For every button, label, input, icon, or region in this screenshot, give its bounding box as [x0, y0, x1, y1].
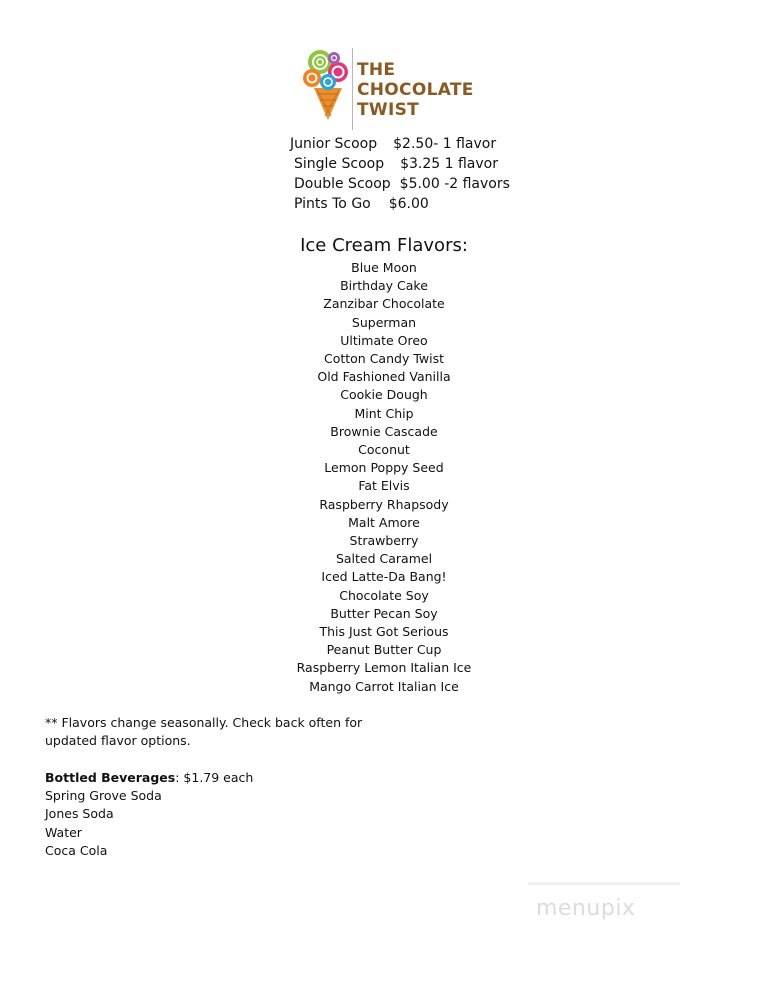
price-item-value: $3.25 1 flavor	[400, 156, 498, 172]
note-line: ** Flavors change seasonally. Check back often for	[45, 715, 363, 730]
beverage-list	[45, 787, 253, 860]
flavor-item: Raspberry Lemon Italian Ice	[296, 660, 472, 676]
flavor-item: Birthday Cake	[340, 278, 428, 294]
flavor-item: Mango Carrot Italian Ice	[309, 678, 459, 694]
brand-logo	[300, 46, 480, 134]
beverage-item: Jones Soda	[45, 806, 114, 822]
flavor-item: Zanzibar Chocolate	[323, 296, 445, 312]
logo-line: TWIST	[357, 100, 420, 120]
flavor-list	[0, 259, 768, 696]
price-row	[294, 194, 510, 214]
menupix-watermark: menupix	[536, 896, 636, 921]
price-item-name: Pints To Go	[294, 196, 371, 212]
flavor-item: Raspberry Rhapsody	[319, 496, 449, 512]
price-row	[294, 154, 510, 174]
price-item-name: Single Scoop	[294, 156, 385, 172]
flavor-item: Cookie Dough	[340, 387, 428, 403]
flavor-item: Iced Latte-Da Bang!	[321, 569, 447, 585]
flavor-item: Strawberry	[349, 533, 419, 549]
flavor-item: Coconut	[358, 442, 410, 458]
flavor-item: Lemon Poppy Seed	[324, 460, 444, 476]
logo-line: THE	[357, 60, 396, 80]
beverage-item: Spring Grove Soda	[45, 788, 162, 804]
flavor-item: Brownie Cascade	[330, 423, 438, 439]
price-item-value: $5.00 -2 flavors	[399, 176, 510, 192]
flavor-item: Malt Amore	[348, 514, 420, 530]
watermark-dots	[528, 880, 680, 888]
flavor-item: Peanut Butter Cup	[326, 642, 442, 658]
price-row	[290, 134, 510, 154]
price-item-value: $6.00	[388, 196, 429, 212]
price-item-name: Junior Scoop	[290, 136, 378, 152]
flavor-item: Superman	[351, 314, 417, 330]
flavor-item: This Just Got Serious	[319, 624, 449, 640]
beverage-item: Water	[45, 824, 82, 840]
seasonal-note	[45, 714, 365, 750]
note-line: updated flavor options.	[45, 733, 191, 749]
flavor-item: Cotton Candy Twist	[323, 351, 444, 367]
flavors-heading: Ice Cream Flavors:	[300, 235, 468, 256]
ice-cream-cone-icon	[300, 46, 352, 126]
logo-line: CHOCOLATE	[357, 80, 474, 100]
flavor-item: Butter Pecan Soy	[330, 605, 438, 621]
price-item-value: $2.50- 1 flavor	[393, 136, 497, 152]
logo-divider	[352, 48, 353, 130]
flavor-item: Mint Chip	[354, 405, 414, 421]
price-row	[294, 174, 510, 194]
beverages-section	[45, 769, 253, 860]
beverages-title: Bottled Beverages	[45, 770, 176, 785]
flavor-item: Fat Elvis	[358, 478, 410, 494]
price-item-name: Double Scoop	[294, 176, 391, 192]
beverage-item: Coca Cola	[45, 842, 108, 858]
beverages-price: : $1.79 each	[175, 770, 254, 785]
logo-wordmark	[357, 60, 474, 120]
flavor-item: Chocolate Soy	[339, 587, 429, 603]
flavor-item: Blue Moon	[351, 260, 417, 275]
beverages-header	[45, 769, 253, 787]
flavor-item: Old Fashioned Vanilla	[317, 369, 451, 385]
flavor-item: Ultimate Oreo	[340, 332, 428, 348]
flavor-item: Salted Caramel	[335, 551, 433, 567]
price-list	[290, 134, 510, 214]
